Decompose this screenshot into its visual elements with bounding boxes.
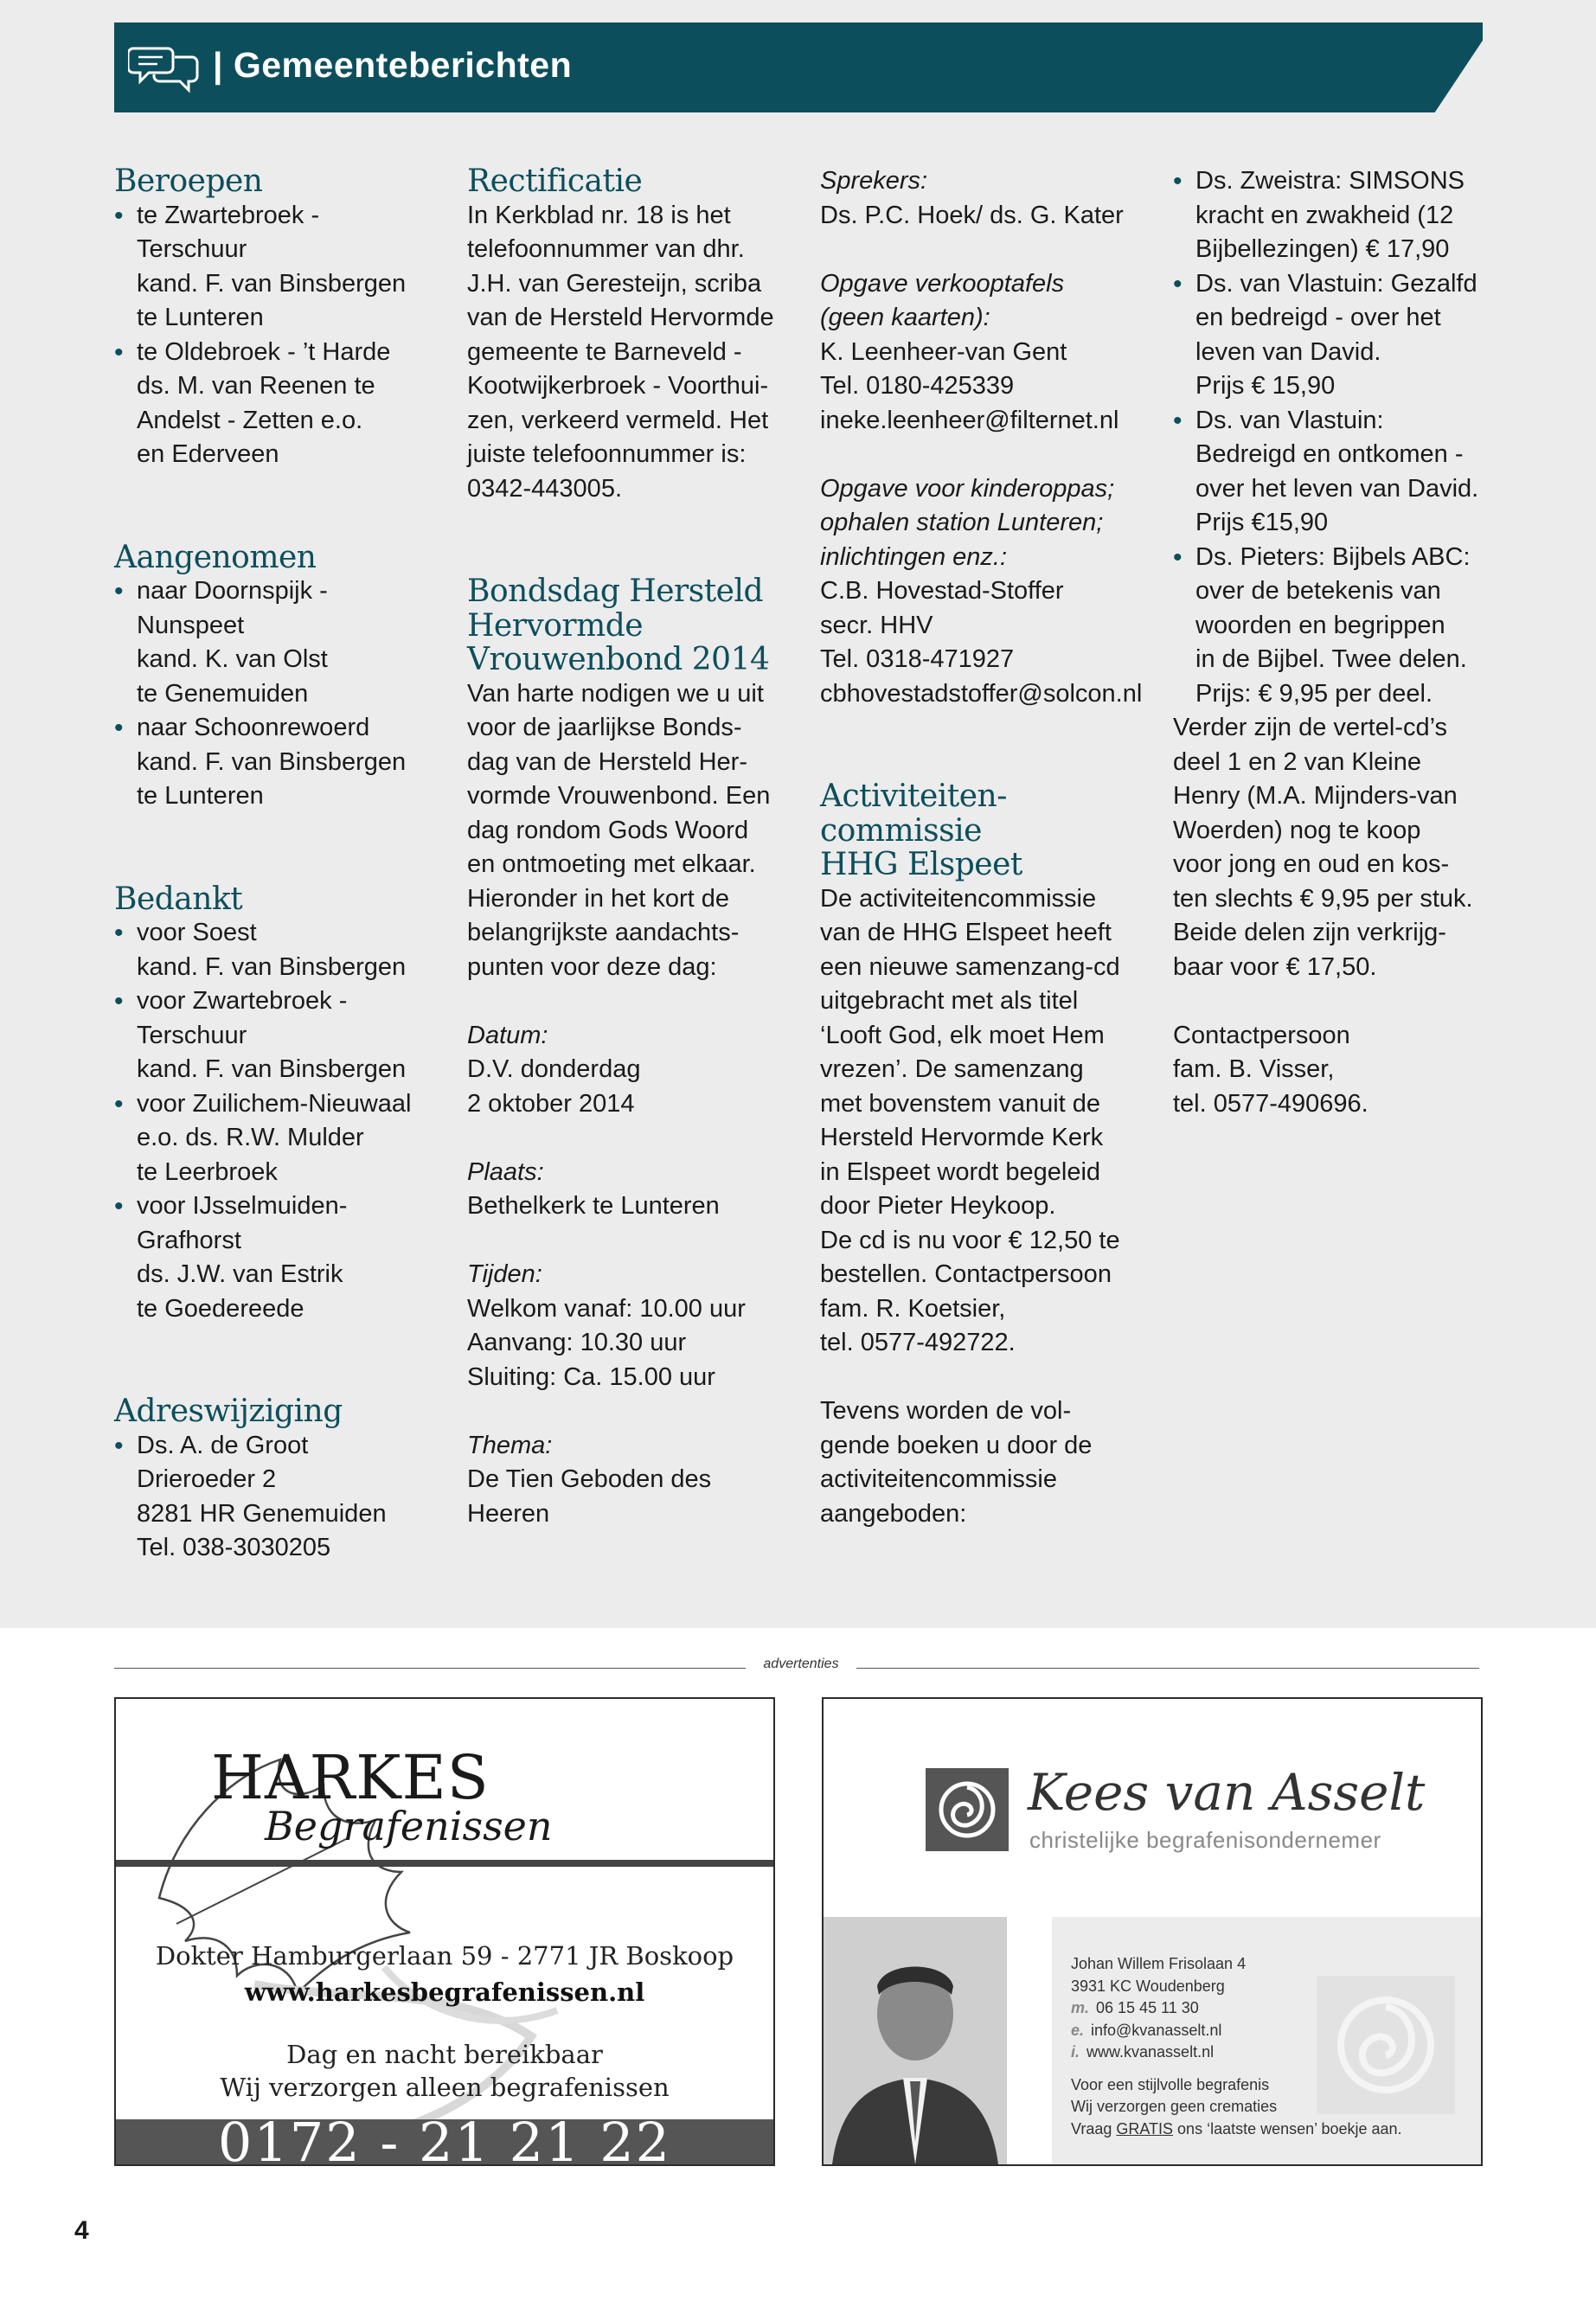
- line: en Ederveen: [137, 440, 279, 468]
- list-item: [114, 916, 434, 984]
- line: Verder zijn de vertel-cd’s: [1173, 714, 1448, 741]
- line: kand. F. van Binsbergen: [137, 952, 407, 981]
- harkes-address: Dokter Hamburgerlaan 59 - 2771 JR Boskoop: [155, 1941, 734, 1971]
- line: deel 1 en 2 van Kleine: [1173, 747, 1421, 776]
- line: dag rondom Gods Woord: [467, 816, 749, 844]
- section-title: Adreswijziging: [114, 1394, 343, 1429]
- kees-subtitle: christelijke begrafenisondernemer: [1029, 1827, 1381, 1853]
- line: • Ds. A. de Groot: [137, 1431, 309, 1459]
- line: Prijs € 15,90: [1195, 372, 1336, 400]
- line: gemeente te Barneveld -: [467, 337, 742, 366]
- line: J.H. van Geresteijn, scriba: [467, 269, 762, 298]
- line: K. Leenheer-van Gent: [820, 337, 1067, 366]
- label: inlichtingen enz.:: [820, 542, 1008, 571]
- section-title: Rectificatie: [467, 163, 643, 199]
- title-line: HHG Elspeet: [820, 847, 1022, 882]
- line: C.B. Hovestad-Stoffer: [820, 577, 1064, 605]
- column-3: [820, 164, 1142, 1566]
- bondsdag-intro: [467, 677, 787, 985]
- column-1: [114, 164, 434, 1599]
- section-activiteiten: [820, 779, 1142, 1531]
- bondsdag-tijden: [467, 1258, 787, 1394]
- bondsdag-datum: [467, 1019, 787, 1122]
- line: • Ds. van Vlastuin: Gezalfd: [1195, 269, 1477, 298]
- activiteiten-body-2: [820, 1394, 1142, 1531]
- line: woorden en begrippen: [1195, 611, 1445, 639]
- tagline: Wij verzorgen geen crematies: [1071, 2098, 1278, 2115]
- kinderoppas: [820, 472, 1142, 712]
- section-adreswijziging: [114, 1394, 434, 1566]
- line: uitgebracht met als titel: [820, 987, 1079, 1015]
- line: Hieronder in het kort de: [467, 884, 730, 913]
- street: Johan Willem Frisolaan 4: [1071, 1955, 1247, 1972]
- line: Henry (M.A. Mijnders-van: [1173, 782, 1458, 810]
- line: kand. F. van Binsbergen: [137, 747, 407, 776]
- label: Datum:: [467, 1021, 548, 1049]
- line: Contactpersoon: [1173, 1021, 1350, 1049]
- line: en bedreigd - over het: [1195, 304, 1441, 331]
- line: fam. B. Visser,: [1173, 1055, 1335, 1083]
- vertel-cds: [1173, 711, 1493, 984]
- bondsdag-plaats: [467, 1156, 787, 1224]
- kees-name: Kees van Asselt: [1028, 1763, 1426, 1822]
- label: ophalen station Lunteren;: [820, 509, 1104, 536]
- activiteiten-body: [820, 882, 1142, 1361]
- list-item: [1173, 267, 1493, 404]
- column-2: [467, 164, 787, 1566]
- list-item: [114, 711, 434, 814]
- line: Terschuur: [137, 1021, 247, 1049]
- section-title: Aangenomen: [114, 539, 317, 575]
- line: fam. R. Koetsier,: [820, 1294, 1006, 1323]
- section-rectificatie: [467, 164, 787, 506]
- mobile: 06 15 45 11 30: [1096, 1999, 1199, 2016]
- line: kand. F. van Binsbergen: [137, 269, 407, 298]
- list-item: [114, 1087, 434, 1190]
- line: • Ds. van Vlastuin:: [1195, 406, 1384, 434]
- sprekers: [820, 164, 1142, 233]
- line: vormde Vrouwenbond. Een: [467, 782, 771, 810]
- line: met bovenstem vanuit de: [820, 1089, 1101, 1118]
- list-item: [114, 574, 434, 711]
- section-title: [467, 574, 787, 677]
- portrait-photo: [824, 1917, 1007, 2164]
- line: Drieroeder 2: [137, 1465, 277, 1493]
- line: van de HHG Elspeet heeft: [820, 919, 1112, 946]
- line: leven van David.: [1195, 337, 1381, 366]
- page-title: | Gemeenteberichten: [213, 45, 573, 85]
- line: Ds. P.C. Hoek/ ds. G. Kater: [820, 201, 1124, 229]
- bedankt-list: [114, 916, 434, 1326]
- line: • Ds. Pieters: Bijbels ABC:: [1195, 542, 1471, 571]
- section-title: Beroepen: [114, 163, 263, 199]
- line: door Pieter Heykoop.: [820, 1192, 1056, 1220]
- title-line: Activiteiten-: [820, 779, 1007, 814]
- speech-bubbles-icon: [128, 42, 199, 95]
- line: van de Hersteld Hervormde: [467, 304, 774, 331]
- line: Grafhorst: [137, 1226, 241, 1254]
- line: Bethelkerk te Lunteren: [467, 1192, 720, 1220]
- line: aangeboden:: [820, 1499, 967, 1528]
- kees-van-asselt-advertisement[interactable]: [822, 1697, 1483, 2166]
- line: • te Oldebroek - ’t Harde: [137, 337, 391, 366]
- line: over de betekenis van: [1195, 577, 1441, 605]
- line: Tel. 0180-425339: [820, 372, 1015, 400]
- label: Tijden:: [467, 1260, 542, 1288]
- line: 2 oktober 2014: [467, 1089, 635, 1118]
- list-item: [114, 336, 434, 472]
- line: • Ds. Zweistra: SIMSONS: [1195, 167, 1465, 195]
- label: Opgave voor kinderoppas;: [820, 474, 1115, 503]
- line: Tel. 038-3030205: [137, 1534, 331, 1561]
- line: kracht en zwakheid (12: [1195, 201, 1454, 229]
- line: Aanvang: 10.30 uur: [467, 1329, 687, 1356]
- title-line: commissie: [820, 812, 982, 849]
- title-line: Bondsdag Hersteld: [467, 574, 764, 609]
- line: vrezen’. De samenzang: [820, 1055, 1084, 1083]
- label: Plaats:: [467, 1157, 544, 1186]
- email-text: ineke.leenheer@filternet.nl: [820, 406, 1119, 434]
- line: De activiteitencommissie: [820, 884, 1097, 913]
- tagline: [1071, 2118, 1402, 2141]
- email-link[interactable]: info@kvanasselt.nl: [1091, 2021, 1222, 2039]
- line: tel. 0577-492722.: [820, 1329, 1016, 1356]
- line: en ontmoeting met elkaar.: [467, 850, 756, 878]
- harkes-brand: HARKES: [211, 1742, 490, 1813]
- text: ons ‘laatste wensen’ boekje aan.: [1173, 2119, 1402, 2138]
- line: in Elspeet wordt begeleid: [820, 1157, 1101, 1186]
- line: Beide delen zijn verkrijg-: [1173, 919, 1446, 946]
- advertenties-label: advertenties: [763, 1657, 839, 1671]
- line: • naar Schoonrewoerd: [137, 714, 370, 741]
- label: (geen kaarten):: [820, 304, 990, 331]
- section-aangenomen: [114, 541, 434, 814]
- harkes-availability: [116, 2038, 773, 2104]
- line: voor jong en oud en kos-: [1173, 850, 1450, 878]
- line: tel. 0577-490696.: [1173, 1089, 1368, 1118]
- section-title: Bedankt: [114, 881, 243, 917]
- line: • voor Zuilichem-Nieuwaal: [137, 1089, 412, 1118]
- city: 3931 KC Woudenberg: [1071, 1977, 1225, 1995]
- line: Van harte nodigen we u uit: [467, 679, 764, 708]
- line: In Kerkblad nr. 18 is het: [467, 201, 731, 229]
- line: ds. M. van Reenen te: [137, 372, 375, 400]
- line: Nunspeet: [137, 611, 245, 639]
- rectificatie-text: [467, 199, 787, 507]
- line: • naar Doornspijk -: [137, 577, 328, 605]
- line: gende boeken u door de: [820, 1431, 1093, 1459]
- books-list: [1173, 164, 1493, 711]
- line: Heeren: [467, 1499, 550, 1528]
- line: De cd is nu voor € 12,50 te: [820, 1226, 1120, 1254]
- line: zen, verkeerd vermeld. Het: [467, 406, 769, 434]
- rose-logo-icon: [926, 1768, 1009, 1851]
- list-item: [1173, 541, 1493, 712]
- line: De Tien Geboden des: [467, 1465, 712, 1493]
- list-item: [114, 1189, 434, 1326]
- line: • voor IJsselmuiden-: [137, 1192, 348, 1220]
- line: secr. HHV: [820, 611, 933, 639]
- line: telefoonnummer van dhr.: [467, 235, 745, 263]
- line: Sluiting: Ca. 15.00 uur: [467, 1362, 715, 1391]
- line: ‘Looft God, elk moet Hem: [820, 1021, 1105, 1049]
- contact-details: [1071, 1953, 1402, 2140]
- line: over het leven van David.: [1195, 474, 1479, 503]
- list-item: [114, 1429, 434, 1566]
- line: Prijs €15,90: [1195, 509, 1329, 536]
- web-row: [1071, 2041, 1402, 2064]
- list-item: [1173, 164, 1493, 267]
- text: Vraag: [1071, 2119, 1117, 2138]
- line: Bijbellezingen) € 17,90: [1195, 235, 1450, 263]
- verkooptafels: [820, 267, 1142, 439]
- harkes-phone: 0172 - 21 21 22: [217, 2111, 672, 2166]
- line: te Genemuiden: [137, 679, 309, 708]
- email-text: cbhovestadstoffer@solcon.nl: [820, 679, 1143, 708]
- line: 0342-443005.: [467, 474, 622, 503]
- harkes-subtitle: Begrafenissen: [265, 1803, 553, 1849]
- line: e.o. ds. R.W. Mulder: [137, 1124, 364, 1151]
- line: punten voor deze dag:: [467, 952, 717, 981]
- mobile-row: [1071, 1997, 1402, 2020]
- text: GRATIS: [1116, 2119, 1174, 2138]
- line: voor de jaarlijkse Bonds-: [467, 714, 742, 741]
- line: Tel. 0318-471927: [820, 645, 1015, 673]
- line: in de Bijbel. Twee delen.: [1195, 645, 1467, 673]
- page-number: 4: [74, 2216, 89, 2245]
- tagline: Voor een stijlvolle begrafenis: [1071, 2075, 1270, 2093]
- line: Woerden) nog te koop: [1173, 816, 1421, 844]
- line: Bedreigd en ontkomen -: [1195, 440, 1464, 468]
- line: ds. J.W. van Estrik: [137, 1260, 343, 1288]
- list-item: [114, 199, 434, 336]
- line: te Lunteren: [137, 304, 264, 331]
- line: Tevens worden de vol-: [820, 1397, 1072, 1425]
- line: dag van de Hersteld Her-: [467, 747, 747, 776]
- label: Opgave verkooptafels: [820, 269, 1065, 298]
- line: Dag en nacht bereikbaar: [286, 2040, 603, 2069]
- label: Sprekers:: [820, 167, 928, 195]
- line: ten slechts € 9,95 per stuk.: [1173, 884, 1473, 913]
- label: m.: [1071, 1999, 1090, 2016]
- email-row: [1071, 2020, 1402, 2042]
- line: • voor Zwartebroek -: [137, 987, 348, 1015]
- line: activiteitencommissie: [820, 1465, 1057, 1493]
- line: te Leerbroek: [137, 1157, 278, 1186]
- line: te Lunteren: [137, 782, 264, 810]
- line: kand. F. van Binsbergen: [137, 1055, 407, 1083]
- list-item: [114, 984, 434, 1087]
- contact: [1173, 1019, 1493, 1122]
- line: Wij verzorgen alleen begrafenissen: [220, 2073, 670, 2102]
- divider: [114, 1668, 746, 1669]
- line: een nieuwe samenzang-cd: [820, 952, 1120, 981]
- aangenomen-list: [114, 574, 434, 814]
- line: Welkom vanaf: 10.00 uur: [467, 1294, 746, 1323]
- line: Kootwijkerbroek - Voorthui-: [467, 372, 769, 400]
- line: 8281 HR Genemuiden: [137, 1499, 387, 1528]
- line: baar voor € 17,50.: [1173, 952, 1377, 981]
- column-4: [1173, 164, 1493, 1121]
- title-line: Hervormde: [467, 607, 644, 644]
- harkes-website-link[interactable]: www.harkesbegrafenissen.nl: [244, 1977, 645, 2007]
- label: i.: [1071, 2043, 1080, 2061]
- label: e.: [1071, 2021, 1085, 2039]
- harkes-advertisement[interactable]: [114, 1697, 775, 2166]
- section-beroepen: [114, 164, 434, 472]
- line: • voor Soest: [137, 919, 257, 946]
- section-title: [820, 779, 1142, 882]
- bondsdag-thema: [467, 1429, 787, 1532]
- line: te Goedereede: [137, 1294, 304, 1323]
- line: juiste telefoonnummer is:: [467, 440, 747, 468]
- line: Hersteld Hervormde Kerk: [820, 1124, 1104, 1151]
- line: Andelst - Zetten e.o.: [137, 406, 363, 434]
- line: bestellen. Contactpersoon: [820, 1260, 1112, 1288]
- adreswijziging-list: [114, 1429, 434, 1566]
- website-link[interactable]: www.kvanasselt.nl: [1086, 2043, 1215, 2061]
- line: D.V. donderdag: [467, 1055, 641, 1083]
- label: Thema:: [467, 1431, 553, 1459]
- divider: [856, 1668, 1479, 1669]
- line: belangrijkste aandachts-: [467, 919, 740, 946]
- line: Prijs: € 9,95 per deel.: [1195, 679, 1433, 708]
- beroepen-list: [114, 199, 434, 472]
- line: kand. K. van Olst: [137, 645, 328, 673]
- title-line: Vrouwenbond 2014: [467, 642, 770, 677]
- section-bondsdag: [467, 574, 787, 1531]
- harkes-divider: [116, 1860, 773, 1867]
- line: • te Zwartebroek -: [137, 201, 320, 229]
- line: Terschuur: [137, 235, 247, 263]
- section-bedankt: [114, 882, 434, 1327]
- list-item: [1173, 404, 1493, 541]
